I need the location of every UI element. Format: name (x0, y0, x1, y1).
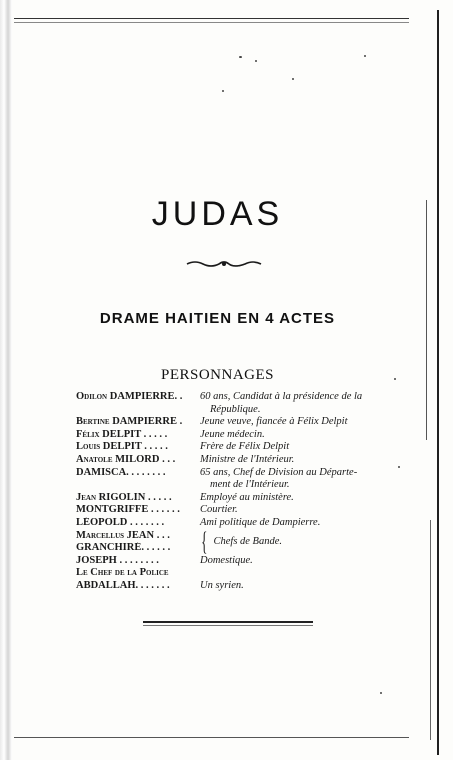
cast-entry (76, 454, 396, 467)
section-heading: PERSONNAGES (160, 367, 275, 383)
cast-name: Félix DELPIT . . . . . (76, 428, 168, 440)
cast-entry (76, 555, 396, 568)
curly-brace-icon: { (201, 527, 208, 557)
cast-description: Domestique. (200, 554, 253, 566)
cast-name: Marcellus JEAN . . . (76, 529, 170, 541)
cast-description: Chefs de Bande. (213, 535, 283, 547)
cast-name: Bertine DAMPIERRE . (76, 416, 183, 428)
top-border-rule (14, 18, 409, 19)
cast-description: Courtier. (200, 504, 238, 516)
cast-name: Louis DELPIT . . . . . (76, 441, 168, 453)
cast-description: Jeune veuve, fiancée à Félix Delpit (200, 416, 348, 428)
cast-description: 60 ans, Candidat à la présidence de la République. (200, 391, 363, 415)
cast-entry (76, 429, 396, 442)
cast-name: DAMISCA. . . . . . . . (76, 466, 166, 478)
scan-speck (398, 466, 400, 468)
cast-name: ABDALLAH. . . . . . . (76, 579, 170, 591)
cast-name: Odilon DAMPIERRE. . (76, 391, 183, 402)
cast-brace-group (76, 527, 396, 557)
cast-name: GRANCHIRÉ. . . . . . (76, 542, 171, 554)
ornament-divider-icon (185, 258, 263, 270)
play-subtitle: DRAME HAITIEN EN 4 ACTES (99, 310, 336, 327)
scan-speck (239, 56, 242, 58)
cast-name: MONTGRIFFE . . . . . . (76, 504, 180, 516)
scan-speck (255, 60, 257, 62)
end-rule (143, 621, 313, 623)
scan-speck (364, 55, 366, 57)
cast-name: Jean RIGOLIN . . . . . (76, 491, 172, 503)
cast-name: Anatole MILORD . . . (76, 453, 176, 465)
bottom-border-rule (14, 737, 409, 738)
cast-entry (76, 467, 396, 492)
cast-entry (76, 517, 396, 530)
scan-speck (380, 692, 382, 694)
brace-group-names (76, 530, 196, 555)
play-title: JUDAS (151, 195, 284, 233)
cast-description: Ministre de l'Intérieur. (200, 453, 295, 465)
cast-description: Jeune médecin. (200, 428, 265, 440)
cast-entry (76, 580, 396, 593)
cast-name: Le Chef de la Police (76, 567, 169, 579)
end-rule-thin (143, 625, 313, 626)
cast-description: 65 ans, Chef de Division au Départe- ment de l'Intérieur. (200, 466, 358, 491)
cast-entry (76, 441, 396, 454)
cast-description: Un syrien. (200, 579, 244, 591)
scan-speck (222, 90, 224, 92)
cast-list (76, 391, 396, 593)
cast-name: LÉOPOLD . . . . . . . (76, 516, 165, 528)
cast-description: Frère de Félix Delpit (200, 441, 290, 453)
cast-entry (76, 492, 396, 505)
cast-description: Employé au ministère. (200, 491, 294, 503)
cast-name: JOSEPH . . . . . . . . (76, 554, 159, 566)
top-border-rule-inner (14, 22, 409, 23)
cast-entry (76, 391, 396, 416)
cast-description: Ami politique de Dampierre. (200, 516, 321, 528)
cast-entry (76, 567, 396, 580)
cast-entry (76, 416, 396, 429)
scan-speck (292, 78, 294, 80)
cast-entry (76, 504, 396, 517)
